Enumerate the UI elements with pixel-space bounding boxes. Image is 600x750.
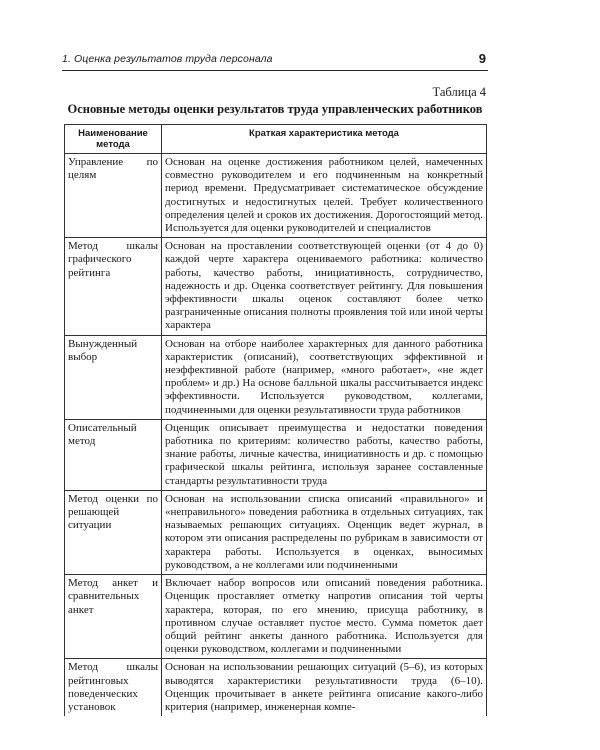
- method-description: Основан на оценке достижения работником целей, намеченных совместно руководителем и его подчиненным на конкретный период времени. Предусматривает систематическое обсуждение достигнутых и недостигнутых целей. Требует количественного определения целей и сроков их достижения. Дорогостоящий метод. Используется для оценки руководителей и специалистов: [162, 154, 487, 238]
- running-header: [62, 52, 488, 71]
- page-number: 9: [478, 51, 486, 66]
- method-description: Основан на использовании решающих ситуаций (5–6), из которых выводятся характеристики результативности труда (6–10). Оценщик прочитывает в анкете рейтинга описание какого-либо критерия (например, инженерная компе-: [162, 659, 487, 716]
- method-name: Вынужденный выбор: [65, 335, 162, 419]
- method-description: Оценщик описывает преимущества и недостатки поведения работника по критериям: количество работы, качество работы, знание работы, личные качества, инициативность и др. с помощью графической шкалы рейтинга, используя заранее составленные стандарты результативности труда: [162, 419, 487, 490]
- table-row: [65, 335, 487, 419]
- method-name: Метод шкалы графического рейтинга: [65, 238, 162, 335]
- method-name: Метод оценки по решающей ситуации: [65, 490, 162, 574]
- method-name: Метод шкалы рейтинговых поведенческих установок: [65, 659, 162, 716]
- method-name: Описательный метод: [65, 419, 162, 490]
- running-title: 1. Оценка результатов труда персонала: [62, 53, 273, 65]
- table-header-row: [65, 125, 487, 154]
- method-description: Основан на отборе наиболее характерных для данного работника характеристик (описаний), соответствующих эффективной и неэффективной работе (например, «много работает», «не ждет проблем» и др.) На основе балльной шкалы рассчитывается индекс эффективности. Используется руководством, коллегами, подчиненными для оценки результативности труда работников: [162, 335, 487, 419]
- table-row: [65, 154, 487, 238]
- method-description: Основан на использовании списка описаний «правильного» и «неправильного» поведения работника в отдельных ситуациях, так называемых решающих ситуациях. Оценщик ведет журнал, в котором эти описания распределены по рубрикам в зависимости от характера работы. Используется в оценках, выносимых руководством, а не коллегами или подчиненными: [162, 490, 487, 574]
- column-header-method-description: Краткая характеристика метода: [162, 125, 487, 154]
- methods-table: [64, 124, 487, 716]
- method-name: Метод анкет и сравнительных анкет: [65, 575, 162, 659]
- table-row: [65, 575, 487, 659]
- table-title: Основные методы оценки результатов труда управленческих работников: [67, 102, 483, 116]
- table-row: [65, 659, 487, 716]
- method-description: Включает набор вопросов или описаний поведения работника. Оценщик проставляет отметку напротив описания той черты характера, которая, по его мнению, присуща работнику, в противном случае оставляет пустое место. Сумма пометок дает общий рейтинг анкеты данного работника. Используется для оценки руководством, коллегами и подчиненными: [162, 575, 487, 659]
- method-description: Основан на проставлении соответствующей оценки (от 4 до 0) каждой черте характера оцениваемого работника: количество работы, качество работы, инициативность, сотрудничество, надежность и др. Оценка соответствует рейтингу. Для повышения эффективности шкалы оценок составляют более четко разграниченные описания полноты проявления той или иной черты характера: [162, 238, 487, 335]
- column-header-method-name: Наименование метода: [65, 125, 162, 154]
- table-label: Таблица 4: [432, 85, 486, 99]
- table-row: [65, 490, 487, 574]
- table-row: [65, 238, 487, 335]
- table-row: [65, 419, 487, 490]
- method-name: Управление по целям: [65, 154, 162, 238]
